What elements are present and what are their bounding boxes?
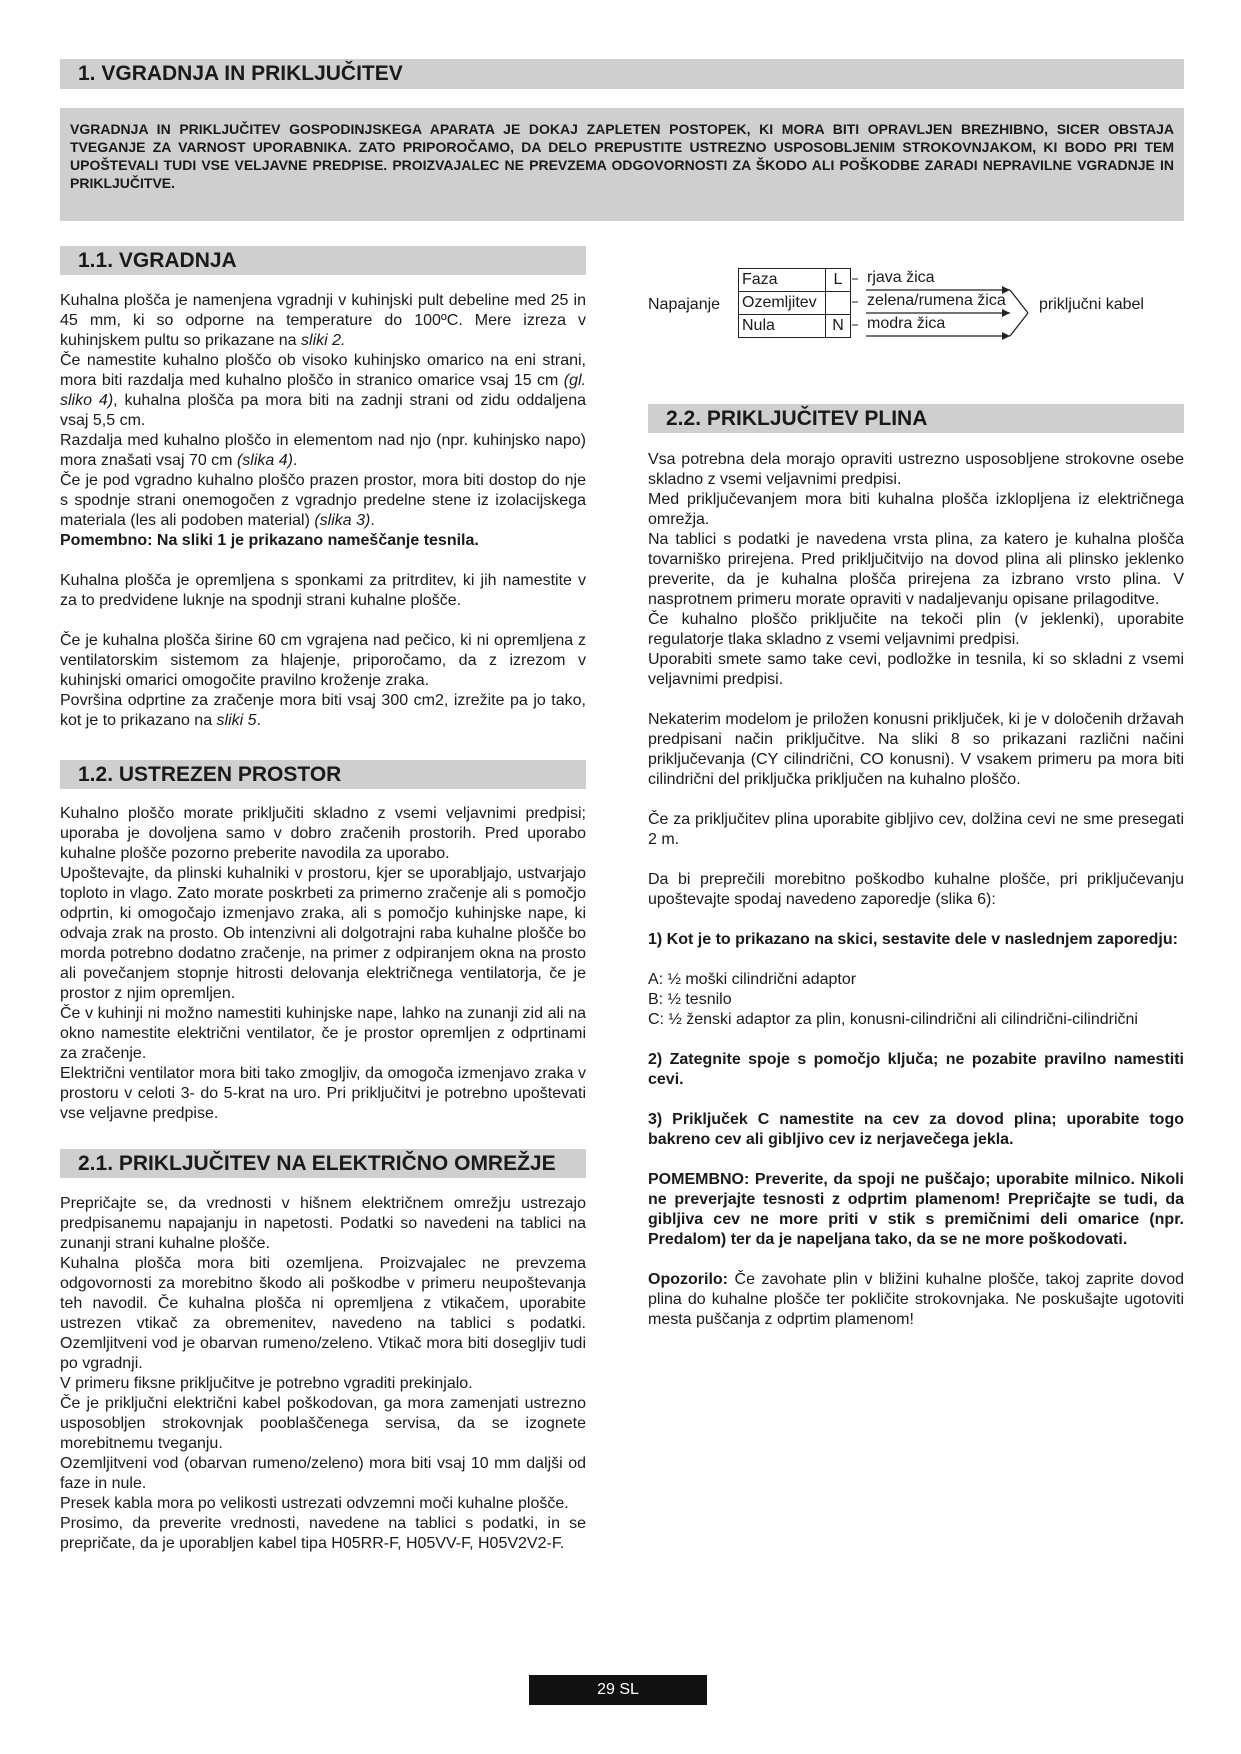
- wiring-row: [739, 292, 851, 315]
- section-1-2-title: 1.2. USTREZEN PROSTOR: [60, 760, 586, 789]
- cable-label: priključni kabel: [1039, 296, 1144, 313]
- paragraph: Če je pod vgradno kuhalno ploščo prazen prostor, mora biti dostop do nje s spodnje strani onemogočen z vgradnjo predelne stene iz izolacijskega materiala (les ali podoben material) (slika 3).: [60, 472, 586, 529]
- paragraph: Kuhalno ploščo morate priključiti skladno z vsemi veljavnimi predpisi; uporaba je dovoljena samo v dobro zračenih prostorih. Pred uporabo kuhalne plošče pozorno preberite navodila za uporabo.: [60, 805, 586, 862]
- wiring-table: [738, 268, 851, 338]
- important-note: POMEMBNO: Preverite, da spoji ne puščajo; uporabite milnico. Nikoli ne preverjajte tesnosti z odprtim plamenom! Prepričajte se tudi, da gibljiva cev ne more priti v stik s premičnimi deli omarice (npr. Predalom) ter da je napeljana tako, da se ne more poškodovati.: [648, 1171, 1184, 1248]
- section-1-1-title: 1.1. VGRADNJA: [60, 246, 586, 275]
- paragraph: Na tablici s podatki je navedena vrsta plina, za katero je kuhalna plošča tovarniško prirejena. Pred priključitvijo na dovod plina ali plinsko jeklenko preverite, da je kuhalna plošča prirejena za izbrano vrsto plina. V nasprotnem primeru morate opraviti v nadaljevanju opisane prilagoditve.: [648, 531, 1184, 608]
- paragraph: Vsa potrebna dela morajo opraviti ustrezno usposobljene strokovne osebe skladno z vsemi veljavnimi predpisi.: [648, 451, 1184, 488]
- section-1-header: 1. VGRADNJA IN PRIKLJUČITEV: [60, 59, 1184, 89]
- supply-label: Napajanje: [648, 296, 721, 313]
- paragraph: Uporabiti smete samo take cevi, podložke in tesnila, ki so skladni z vsemi veljavnimi predpisi.: [648, 651, 1184, 688]
- paragraph: Med priključevanjem mora biti kuhalna plošča izklopljena iz električnega omrežja.: [648, 491, 1184, 528]
- paragraph: Razdalja med kuhalno ploščo in elementom nad njo (npr. kuhinjsko napo) mora znašati vsaj 70 cm (slika 4).: [60, 432, 586, 469]
- paragraph: Prepričajte se, da vrednosti v hišnem električnem omrežju ustrezajo predpisanemu napajanju in napetosti. Podatki so navedeni na tablici na zunanji strani kuhalne plošče.: [60, 1195, 586, 1252]
- section-2-2-title: 2.2. PRIKLJUČITEV PLINA: [648, 404, 1184, 433]
- paragraph: Če je kuhalna plošča širine 60 cm vgrajena nad pečico, ki ni opremljena z ventilatorskim sistemom za hlajenje, priporočamo, da z izrezom v kuhinjski omarici omogočite pravilno kroženje zraka.: [60, 632, 586, 689]
- warning-paragraph: Opozorilo: Če zavohate plin v bližini kuhalne plošče, takoj zaprite dovod plina do kuhalne plošče ter pokličite strokovnjaka. Ne poskušajte ugotoviti mesta puščanja z odprtim plamenom!: [648, 1271, 1184, 1328]
- wire-color: zelena/rumena žica: [867, 292, 1006, 309]
- intro-warning: VGRADNJA IN PRIKLJUČITEV GOSPODINJSKEGA APARATA JE DOKAJ ZAPLETEN POSTOPEK, KI MORA BITI OPRAVLJEN BREZHIBNO, SICER OBSTAJA TVEGANJE ZA VARNOST UPORABNIKA. ZATO PRIPOROČAMO, DA DELO PREPUSTITE USTREZNO USPOSOBLJENIM STROKOVNJAKOM, KI BODO PRI TEM UPOŠTEVALI TUDI VSE VELJAVNE PREDPISE. PROIZVAJALEC NE PREVZEMA ODGOVORNOSTI ZA ŠKODO ALI POŠKODBE ZARADI NEPRAVILNE VGRADNJE IN PRIKLJUČITVE.: [60, 108, 1184, 221]
- important-note: Pomembno: Na sliki 1 je prikazano nameščanje tesnila.: [60, 532, 479, 549]
- wire-name: Faza: [739, 269, 826, 292]
- paragraph: Površina odprtine za zračenje mora biti vsaj 300 cm2, izrežite pa jo tako, kot je to prikazano na sliki 5.: [60, 692, 586, 729]
- wire-name: Ozemljitev: [739, 292, 826, 315]
- section-2-1-body: [60, 1194, 586, 1554]
- paragraph: Če je priključni električni kabel poškodovan, ga mora zamenjati ustrezno usposobljen strokovnjak pooblaščenega servisa, da se izognete morebitnemu tveganju.: [60, 1395, 586, 1452]
- paragraph: Kuhalna plošča mora biti ozemljena. Proizvajalec ne prevzema odgovornosti za morebitno škodo ali poškodbe v primeru neupoštevanja teh navodil. Če kuhalna plošča ni opremljena z vtikačem, uporabite ustrezen vtikač za obremenitev, navedeno na tablici s podatki. Ozemljitveni vod je obarvan rumeno/zeleno. Vtikač mora biti dosegljiv tudi po vgradnji.: [60, 1255, 586, 1372]
- wire-color: modra žica: [867, 315, 946, 332]
- paragraph: Upoštevajte, da plinski kuhalniki v prostoru, kjer se uporabljajo, ustvarjajo toploto in vlago. Zato morate poskrbeti za primerno zračenje ali s pomočjo odprtin, ki omogočajo izmenjavo zraka, ali s pomočjo kuhinjske nape, ki odvaja zrak na prosto. Ob intenzivni ali dolgotrajni raba kuhalne plošče bo morda potrebno dodatno zračenje, na primer z odpiranjem okna na prosto ali povečanjem stopnje hitrosti delovanja električnega ventilatorja, če je prostor z njim opremljen.: [60, 865, 586, 1002]
- paragraph: Če kuhalno ploščo priključite na tekoči plin (v jeklenki), uporabite regulatorje tlaka skladno z vsemi veljavnimi predpisi.: [648, 611, 1184, 648]
- paragraph: Kuhalna plošča je opremljena s sponkami za pritrditev, ki jih namestite v za to predvidene luknje na spodnji strani kuhalne plošče.: [60, 572, 586, 609]
- paragraph: Če namestite kuhalno ploščo ob visoko kuhinjsko omarico na eni strani, mora biti razdalja med kuhalno ploščo in stranico omarice vsaj 15 cm (gl. sliko 4), kuhalna plošča pa mora biti na zadnji strani od zidu oddaljena vsaj 5,5 cm.: [60, 352, 586, 429]
- wire-color: rjava žica: [867, 269, 935, 286]
- paragraph: Prosimo, da preverite vrednosti, navedene na tablici s podatki, in se prepričate, da je uporabljen kabel tipa H05RR-F, H05VV-F, H05V2V2-F.: [60, 1515, 586, 1552]
- paragraph: V primeru fiksne priključitve je potrebno vgraditi prekinjalo.: [60, 1375, 473, 1392]
- section-1-2-body: [60, 804, 586, 1124]
- wire-name: Nula: [739, 315, 826, 338]
- section-1-1-body: [60, 291, 586, 731]
- wire-code: N: [826, 315, 851, 338]
- step-1: 1) Kot je to prikazano na skici, sestavite dele v naslednjem zaporedju:: [648, 931, 1178, 948]
- paragraph: Nekaterim modelom je priložen konusni priključek, ki je v določenih državah predpisani način priključitve. Na sliki 8 so prikazani različni načini priključevanja (CY cilindrični, CO konusni). V vsakem primeru pa mora biti cilindrični del priključka priključen na kuhalno ploščo.: [648, 711, 1184, 788]
- section-2-1-title: 2.1. PRIKLJUČITEV NA ELEKTRIČNO OMREŽJE: [60, 1149, 586, 1178]
- wire-code: [826, 292, 851, 315]
- paragraph: Električni ventilator mora biti tako zmogljiv, da omogoča izmenjavo zraka v prostoru v celoti 3- do 5-krat na uro. Pri priključitvi je potrebno upoštevati vse veljavne predpise.: [60, 1065, 586, 1122]
- list-item: B: ½ tesnilo: [648, 991, 732, 1008]
- paragraph: Kuhalna plošča je namenjena vgradnji v kuhinjski pult debeline med 25 in 45 mm, ki so odporne na temperature do 100ºC. Mere izreza v kuhinjskem pultu so prikazane na sliki 2.: [60, 292, 586, 349]
- step-2: 2) Zategnite spoje s pomočjo ključa; ne pozabite pravilno namestiti cevi.: [648, 1051, 1184, 1088]
- wiring-diagram: [648, 268, 1188, 344]
- page-number: 29 SL: [529, 1675, 707, 1705]
- step-3: 3) Priključek C namestite na cev za dovod plina; uporabite togo bakreno cev ali gibljivo cev iz nerjavečega jekla.: [648, 1111, 1184, 1148]
- list-item: A: ½ moški cilindrični adaptor: [648, 971, 857, 988]
- paragraph: Če v kuhinji ni možno namestiti kuhinjske nape, lahko na zunanji zid ali na okno namestite električni ventilator, če je prostor opremljen z odprtinami za zračenje.: [60, 1005, 586, 1062]
- wire-code: L: [826, 269, 851, 292]
- wiring-row: [739, 315, 851, 338]
- section-2-2-body: [648, 450, 1184, 1330]
- paragraph: Če za priključitev plina uporabite gibljivo cev, dolžina cevi ne sme presegati 2 m.: [648, 811, 1184, 848]
- warning-label: Opozorilo:: [648, 1271, 728, 1288]
- paragraph: Presek kabla mora po velikosti ustrezati odvzemni moči kuhalne plošče.: [60, 1495, 569, 1512]
- list-item: C: ½ ženski adaptor za plin, konusni-cilindrični ali cilindrični-cilindrični: [648, 1011, 1138, 1028]
- wiring-row: [739, 269, 851, 292]
- paragraph: Ozemljitveni vod (obarvan rumeno/zeleno) mora biti vsaj 10 mm daljši od faze in nule.: [60, 1455, 586, 1492]
- paragraph: Da bi preprečili morebitno poškodbo kuhalne plošče, pri priključevanju upoštevajte spodaj navedeno zaporedje (slika 6):: [648, 871, 1184, 908]
